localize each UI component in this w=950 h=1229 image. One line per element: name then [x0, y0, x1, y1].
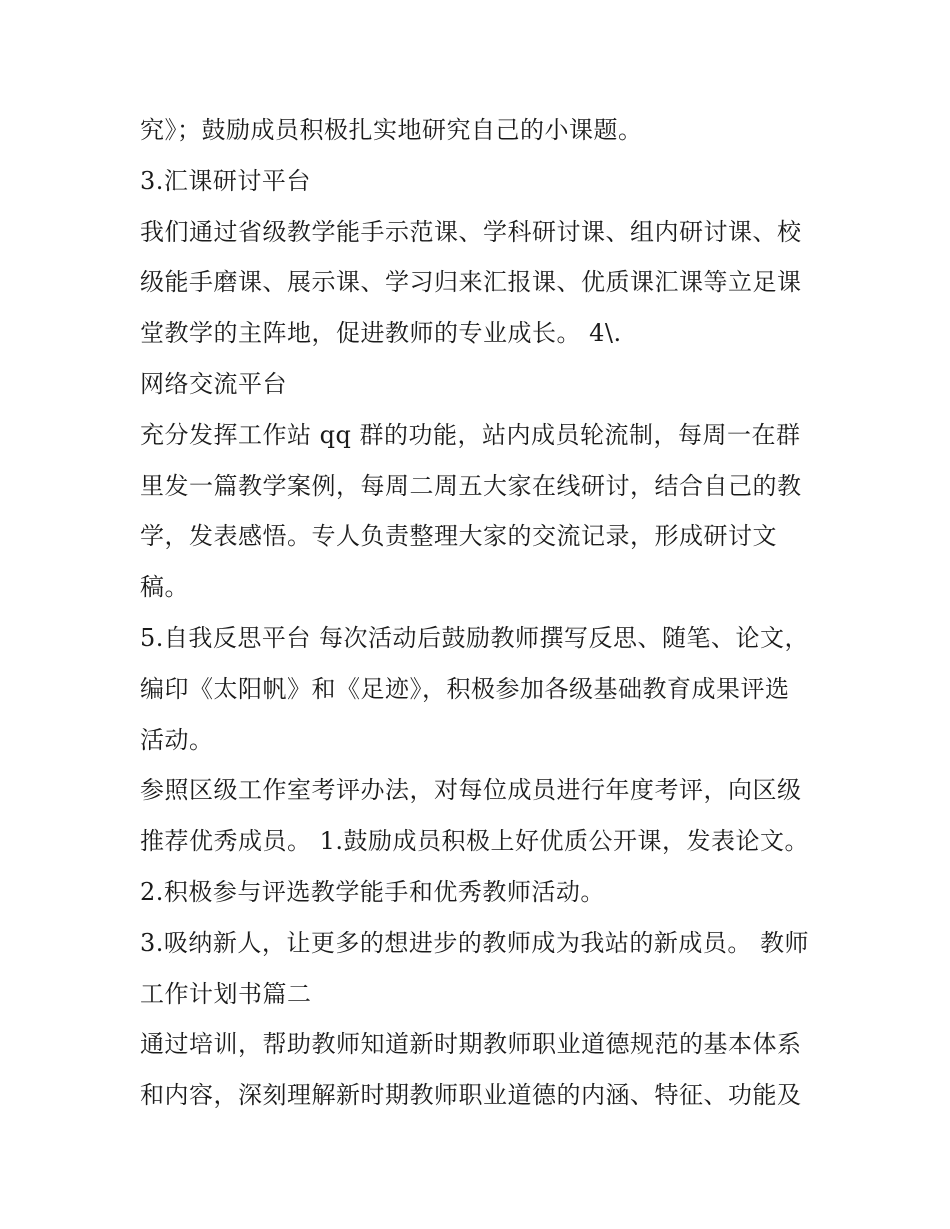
text-line-14: 参照区级工作室考评办法，对每位成员进行年度考评，向区级: [140, 776, 802, 805]
text-line-16: 2.积极参与评选教学能手和优秀教师活动。: [140, 877, 605, 906]
text-line-10: 稿。: [140, 573, 189, 602]
text-line-15: 推荐优秀成员。 1.鼓励成员积极上好优质公开课，发表论文。: [140, 827, 810, 856]
text-line-11: 5.自我反思平台 每次活动后鼓励教师撰写反思、随笔、论文，: [140, 623, 810, 652]
text-line-18: 工作计划书篇二: [140, 979, 312, 1008]
text-line-9: 学，发表感悟。专人负责整理大家的交流记录，形成研讨文: [140, 522, 777, 551]
text-line-3: 我们通过省级教学能手示范课、学科研讨课、组内研讨课、校: [140, 217, 802, 246]
text-line-8: 里发一篇教学案例，每周二周五大家在线研讨，结合自己的教: [140, 471, 802, 500]
text-line-17: 3.吸纳新人，让更多的想进步的教师成为我站的新成员。 教师: [140, 928, 810, 957]
text-line-12: 编印《太阳帆》和《足迹》，积极参加各级基础教育成果评选: [140, 674, 790, 703]
text-line-6: 网络交流平台: [140, 369, 287, 398]
text-line-13: 活动。: [140, 725, 214, 754]
document-body: [140, 108, 820, 1124]
text-line-2: 3.汇课研讨平台: [140, 166, 311, 195]
text-line-4: 级能手磨课、展示课、学习归来汇报课、优质课汇课等立足课: [140, 268, 802, 297]
text-line-5: 堂教学的主阵地，促进教师的专业成长。 4\.: [140, 319, 622, 348]
text-line-19: 通过培训，帮助教师知道新时期教师职业道德规范的基本体系: [140, 1030, 802, 1059]
text-line-20: 和内容，深刻理解新时期教师职业道德的内涵、特征、功能及: [140, 1081, 802, 1110]
text-line-1: 究》；鼓励成员积极扎实地研究自己的小课题。: [140, 116, 643, 144]
text-line-7: 充分发挥工作站 qq 群的功能，站内成员轮流制，每周一在群: [140, 420, 801, 449]
